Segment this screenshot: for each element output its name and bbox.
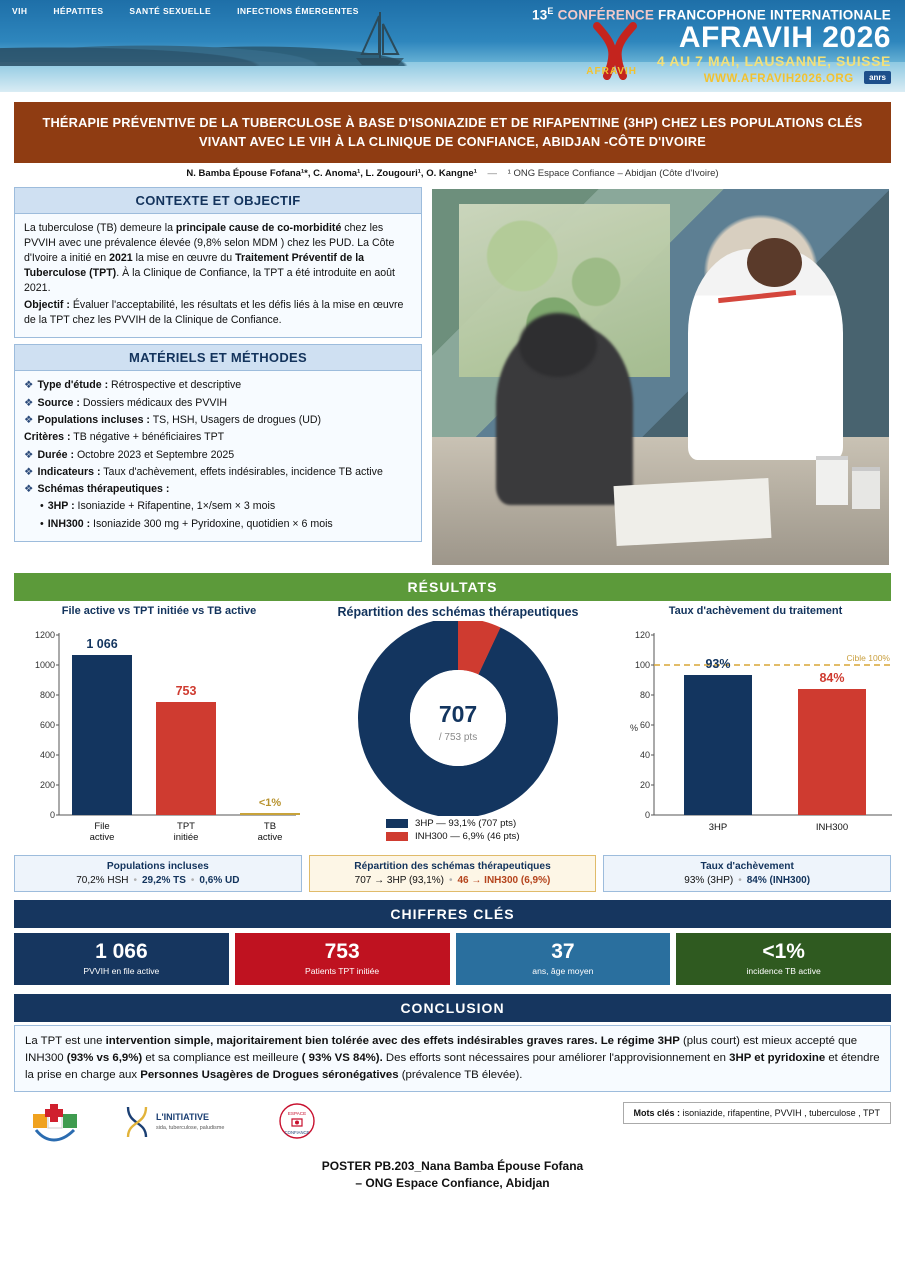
keywords-label: Mots clés :	[633, 1108, 681, 1119]
footer	[14, 1102, 891, 1142]
context-paragraph-1	[24, 221, 412, 296]
key-figures-row	[14, 933, 891, 985]
chart1-label-2: <1%	[258, 797, 282, 810]
strip-separator: •	[190, 875, 195, 887]
legend-item	[386, 831, 608, 842]
methods-item-label: Populations incluses :	[37, 413, 150, 426]
methods-item-label: Source :	[37, 396, 80, 409]
objectif-text: Évaluer l'acceptabilité, les résultats et les défis liés à la mise en œuvre de la TPT chez les PVVIH de la Clinique de Confiance.	[24, 299, 404, 327]
conference-rest: FRANCOPHONE INTERNATIONALE	[658, 7, 891, 23]
chart1-svg	[14, 619, 304, 849]
chart2-center-sub: / 753 pts	[438, 732, 478, 744]
dot-icon: •	[40, 500, 44, 513]
chart1-ytick-6: 1200	[34, 630, 55, 641]
charts-row	[14, 605, 891, 849]
chart3-xtick-1: INH300	[815, 822, 849, 834]
initiative-logo-text	[156, 1113, 224, 1133]
objectif-label: Objectif :	[24, 299, 70, 312]
photo-health-worker-head	[747, 238, 802, 287]
nav-item-infections-emergentes[interactable]: INFECTIONS ÉMERGENTES	[237, 6, 359, 16]
chart2-legend	[308, 818, 608, 842]
chart1-xtick-1a: TPT	[177, 821, 195, 833]
methods-item-text: TB négative + bénéficiaires TPT	[70, 431, 225, 444]
sailboat-icon	[352, 10, 408, 68]
conclusion-t6: (prévalence TB élevée).	[398, 1069, 523, 1082]
poster-identifier	[0, 1158, 905, 1190]
strip-heading: Répartition des schémas thérapeutiques	[354, 861, 551, 873]
poster-id-line2: – ONG Espace Confiance, Abidjan	[355, 1175, 550, 1190]
poster-title-bar	[14, 102, 891, 163]
methods-item-label: Durée :	[37, 448, 74, 461]
key-figure-label: incidence TB active	[746, 966, 821, 977]
svg-text:CONFIANCE: CONFIANCE	[284, 1130, 310, 1136]
key-figure-card	[14, 933, 229, 985]
chart-schemes-donut	[308, 605, 608, 849]
key-figure-card	[456, 933, 671, 985]
list-item	[24, 396, 412, 410]
bullet-icon: ❖	[24, 379, 34, 392]
conclusion-t1: La TPT est une	[25, 1035, 106, 1048]
key-figure-card	[676, 933, 891, 985]
initiative-name: L'INITIATIVE	[156, 1111, 209, 1122]
context-p1-b: principale cause de co-morbidité	[175, 222, 342, 235]
bullet-icon: ❖	[24, 396, 34, 409]
strip-part: 93% (3HP)	[684, 875, 734, 887]
banner-right-block	[532, 6, 891, 87]
list-item	[40, 499, 412, 513]
chart1-ytick-2: 400	[39, 750, 55, 761]
conclusion-b2: (93% vs 6,9%)	[66, 1052, 143, 1065]
photo-leaflet	[718, 290, 800, 339]
key-figure-number: 37	[551, 940, 575, 964]
conference-banner	[0, 0, 905, 92]
chart-file-active-bar	[14, 605, 304, 849]
chart1-bar-tb-active	[240, 813, 300, 815]
key-figure-number: <1%	[762, 940, 805, 964]
bullet-icon: ❖	[24, 483, 34, 496]
list-item	[24, 413, 412, 427]
scheme-text: Isoniazide + Rifapentine, 1×/sem × 3 mois	[74, 500, 276, 513]
edition-number: 13	[532, 7, 548, 23]
strip-values	[316, 875, 590, 886]
key-figures-heading: CHIFFRES CLÉS	[14, 900, 891, 928]
strip-separator: •	[448, 875, 453, 887]
conclusion-t4: Des efforts sont nécessaires pour améliorer l'approvisionnement en	[382, 1052, 730, 1065]
photo-patient-head	[519, 313, 597, 377]
results-section-heading: RÉSULTATS	[14, 573, 891, 601]
chart3-target-label: Cible 100%	[846, 653, 890, 664]
chart2-center-value: 707	[438, 701, 478, 728]
scheme-label: 3HP :	[47, 500, 75, 513]
chart3-ytick-6: 120	[634, 630, 650, 641]
chart3-ylabel: %	[629, 723, 639, 734]
bullet-icon: ❖	[24, 413, 34, 426]
chart1-ytick-5: 1000	[34, 660, 55, 671]
strip-part: 46 → INH300 (6,9%)	[457, 875, 551, 887]
ribbon-label: AFRAVIH	[586, 66, 637, 77]
methods-section-heading: MATÉRIELS ET MÉTHODES	[14, 344, 422, 371]
chart3-title: Taux d'achèvement du traitement	[668, 605, 843, 618]
key-figure-number: 1 066	[95, 940, 148, 964]
author-names: N. Bamba Épouse Fofana¹*, C. Anoma¹, L. Zougouri¹, O. Kangne¹	[186, 168, 477, 180]
initiative-logo	[124, 1105, 224, 1139]
legend-label-3hp: 3HP — 93,1% (707 pts)	[415, 818, 517, 830]
upper-columns	[14, 187, 891, 567]
chart3-bar-inh300	[798, 689, 866, 815]
chart1-xtick-0a: File	[94, 821, 110, 833]
chart1-bar-file-active	[72, 655, 132, 815]
chart1-xtick-2b: active	[257, 832, 283, 844]
chart1-title: File active vs TPT initiée vs TB active	[61, 605, 257, 618]
chart1-ytick-1: 200	[39, 780, 55, 791]
chart3-ytick-2: 40	[639, 750, 650, 761]
chart3-ytick-4: 80	[639, 690, 650, 701]
footer-logos	[14, 1102, 324, 1142]
chart3-ytick-5: 100	[634, 660, 650, 671]
methods-item-label: Critères :	[24, 431, 71, 444]
strip-completion	[603, 855, 891, 892]
legend-label-inh300: INH300 — 6,9% (46 pts)	[415, 831, 520, 843]
poster-id-line1: POSTER PB.203_Nana Bamba Épouse Fofana	[321, 1159, 584, 1174]
conclusion-body	[14, 1025, 891, 1092]
strip-part: 29,2% TS	[141, 875, 186, 887]
nav-item-sante-sexuelle[interactable]: SANTÉ SEXUELLE	[129, 6, 212, 16]
legend-swatch-inh300	[386, 832, 408, 841]
legend-item	[386, 818, 608, 829]
dot-icon: •	[40, 517, 44, 530]
key-figure-card	[235, 933, 450, 985]
context-p1-e: la mise en œuvre du	[132, 252, 236, 265]
scheme-label: INH300 :	[47, 517, 91, 530]
conference-title: AFRAVIH 2026	[678, 20, 891, 54]
bullet-icon: ❖	[24, 448, 34, 461]
context-p1-c: chez les PVVIH avec une prévalence élevée (9,8% selon MDM ) chez les PUD. La Côte d'Ivoire a initié en	[24, 222, 395, 265]
list-item	[24, 448, 412, 462]
context-p1-g: . À la Clinique de Confiance, la TPT a été introduite en août 2021.	[24, 267, 395, 295]
conclusion-t2: (plus court) est mieux accepté que INH300	[25, 1035, 858, 1065]
espace-confiance-logo-icon	[270, 1102, 324, 1142]
strip-part: 84% (INH300)	[746, 875, 811, 887]
strip-separator: •	[133, 875, 137, 887]
key-figure-label: ans, âge moyen	[532, 966, 594, 977]
key-figure-label: Patients TPT initiée	[305, 966, 380, 977]
key-figure-label: PVVIH en file active	[83, 966, 160, 977]
edition-suffix: E	[547, 6, 554, 16]
chart1-label-0: 1 066	[86, 637, 118, 652]
methods-item-text: TS, HSH, Usagers de drogues (UD)	[149, 413, 322, 426]
photo-pill-bottle-2	[852, 467, 879, 508]
nav-item-hepatites[interactable]: HÉPATITES	[53, 6, 104, 16]
context-section-heading: CONTEXTE ET OBJECTIF	[14, 187, 422, 214]
chart3-ytick-0: 0	[644, 810, 650, 821]
strip-part: 70,2% HSH	[76, 875, 129, 887]
chart3-ytick-1: 20	[639, 780, 650, 791]
left-column	[14, 187, 422, 567]
strip-heading: Populations incluses	[106, 861, 209, 873]
conference-word: CONFÉRENCE	[557, 7, 655, 23]
chart3-xtick-0: 3HP	[708, 822, 728, 834]
chart1-xtick-2a: TB	[263, 821, 277, 833]
scheme-text: Isoniazide 300 mg + Pyridoxine, quotidien × 6 mois	[90, 517, 333, 530]
svg-text:ESPACE: ESPACE	[288, 1111, 307, 1117]
methods-item-text: Octobre 2023 et Septembre 2025	[74, 448, 235, 461]
sponsor-logo-anrs: anrs	[864, 71, 891, 84]
list-item	[40, 517, 412, 531]
strip-part: 0,6% UD	[199, 875, 240, 887]
context-p1-a: La tuberculose (TB) demeure la	[24, 222, 176, 235]
methods-item-text: Dossiers médicaux des PVVIH	[79, 396, 228, 409]
methods-item-text: Rétrospective et descriptive	[108, 379, 242, 392]
conclusion-b4: 3HP et pyridoxine	[729, 1052, 826, 1065]
context-paragraph-2	[24, 298, 412, 328]
strip-values	[21, 875, 295, 886]
keywords-value: isoniazide, rifapentine, PVVIH , tuberculose , TPT	[680, 1108, 880, 1119]
chart2-svg	[308, 621, 608, 816]
author-affiliation: ¹ ONG Espace Confiance – Abidjan (Côte d'Ivoire)	[507, 168, 719, 180]
clinic-consultation-photo	[430, 187, 891, 567]
bullet-icon: ❖	[24, 465, 34, 478]
chart1-ytick-4: 800	[39, 690, 55, 701]
strip-values	[610, 875, 884, 886]
initiative-mark-icon	[124, 1105, 150, 1139]
right-column	[430, 187, 891, 567]
strip-populations	[14, 855, 302, 892]
cote-divoire-health-logo-icon	[32, 1102, 78, 1142]
nav-item-vih[interactable]: VIH	[12, 6, 28, 16]
list-item	[24, 430, 412, 444]
strip-heading: Taux d'achèvement	[700, 861, 794, 873]
chart1-label-1: 753	[175, 684, 197, 699]
chart1-bar-tpt-initiee	[156, 702, 216, 815]
conclusion-b3: ( 93% VS 84%).	[301, 1052, 383, 1065]
keywords-box	[623, 1102, 891, 1124]
list-item	[24, 378, 412, 392]
chart1-ytick-0: 0	[49, 810, 55, 821]
methods-item-label: Indicateurs :	[37, 465, 101, 478]
conference-dates: 4 AU 7 MAI, LAUSANNE, SUISSE	[656, 53, 891, 70]
conclusion-t3: et sa compliance est meilleure	[142, 1052, 302, 1065]
author-separator: —	[487, 168, 498, 180]
methods-item-label: Type d'étude :	[37, 379, 109, 392]
chart3-label-1: 84%	[819, 671, 845, 686]
chart3-ytick-3: 60	[639, 720, 650, 731]
key-figure-number: 753	[324, 940, 360, 964]
chart1-xtick-0b: active	[89, 832, 115, 844]
chart3-label-0: 93%	[705, 657, 731, 672]
initiative-subtitle: sida, tuberculose, paludisme	[156, 1125, 225, 1132]
methods-section-body	[14, 371, 422, 542]
summary-strips	[14, 855, 891, 892]
conclusion-b5: Personnes Usagères de Drogues séronégatives	[140, 1069, 399, 1082]
methods-item-text: Taux d'achèvement, effets indésirables, incidence TB active	[100, 465, 383, 478]
list-item	[24, 465, 412, 479]
chart-completion-bar	[612, 605, 899, 849]
chart1-xtick-1b: initiée	[173, 832, 199, 844]
author-line	[14, 163, 891, 183]
list-item	[24, 482, 412, 496]
legend-swatch-3hp	[386, 819, 408, 828]
context-section-body	[14, 214, 422, 338]
methods-item-label: Schémas thérapeutiques :	[37, 483, 170, 496]
conclusion-b1: intervention simple, majoritairement bien tolérée avec des effets indésirables graves rares. Le régime 3HP	[105, 1035, 680, 1048]
context-p1-d: 2021	[109, 252, 133, 265]
chart3-bar-3hp	[684, 675, 752, 815]
methods-list	[24, 378, 412, 531]
photo-pill-bottle	[816, 456, 848, 505]
page-title: THÉRAPIE PRÉVENTIVE DE LA TUBERCULOSE À BASE D'ISONIAZIDE ET DE RIFAPENTINE (3HP) CHEZ LES POPULATIONS CLÉS VIVANT AVEC LE VIH À LA CLINIQUE DE CONFIANCE, ABIDJAN -CÔTE D'IVOIRE	[42, 115, 863, 149]
strip-separator: •	[738, 875, 742, 887]
context-p1-f: Traitement Préventif de la Tuberculose (TPT)	[24, 252, 365, 280]
banner-topnav	[12, 6, 359, 16]
strip-schemes	[309, 855, 597, 892]
photo-documents	[613, 478, 771, 546]
conclusion-t5: et étendre la prise en charge aux	[25, 1052, 880, 1082]
conference-url-row	[532, 69, 891, 87]
conclusion-heading: CONCLUSION	[14, 994, 891, 1022]
chart3-svg	[612, 619, 899, 849]
conference-url[interactable]: WWW.AFRAVIH2026.ORG	[703, 73, 854, 86]
chart2-title: Répartition des schémas thérapeutiques	[337, 605, 579, 620]
chart1-ytick-3: 600	[39, 720, 55, 731]
strip-part: 707 → 3HP (93,1%)	[354, 875, 444, 887]
